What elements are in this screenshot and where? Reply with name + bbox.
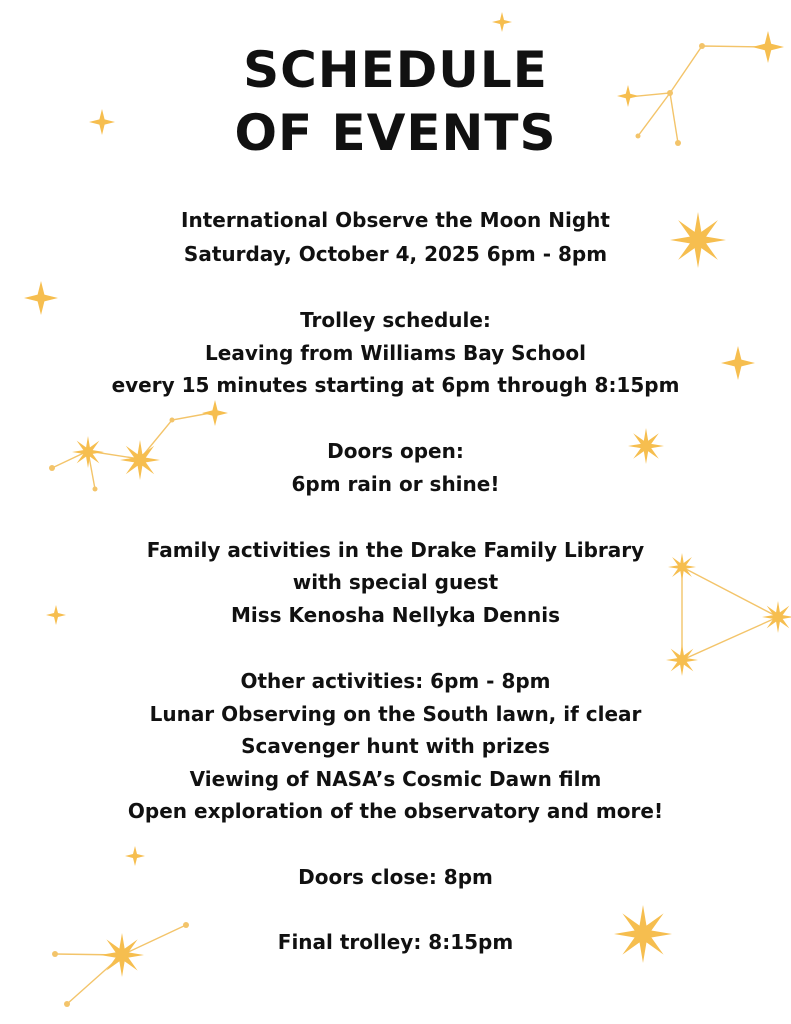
doors-open-detail: 6pm rain or shine! [291,472,500,496]
other-activity-item: Lunar Observing on the South lawn, if clear [149,702,642,726]
final-trolley: Final trolley: 8:15pm [277,930,514,954]
trolley-frequency: every 15 minutes starting at 6pm through 8:15pm [111,373,680,397]
family-activities-line: Family activities in the Drake Family Library [146,538,645,562]
other-activities-heading: Other activities: 6pm - 8pm [240,669,551,693]
event-name: International Observe the Moon Night [181,208,610,232]
other-activity-item: Open exploration of the observatory and more! [127,799,664,823]
trolley-origin: Leaving from Williams Bay School [205,341,586,365]
other-activity-item: Viewing of NASA’s Cosmic Dawn film [189,767,602,791]
star-icon [492,12,512,32]
trolley-heading: Trolley schedule: [300,308,491,332]
doors-close: Doors close: 8pm [298,865,493,889]
constellation-lines [52,46,778,1004]
star-icon [202,400,228,426]
family-special-guest-line: with special guest [292,570,499,594]
family-guest-name: Miss Kenosha Nellyka Dennis [230,603,561,627]
page-title-line-2: OF EVENTS [234,104,557,162]
event-datetime: Saturday, October 4, 2025 6pm - 8pm [183,242,608,266]
other-activity-item: Scavenger hunt with prizes [241,734,550,758]
doors-open-heading: Doors open: [327,439,464,463]
page-title-line-1: SCHEDULE [243,41,548,99]
